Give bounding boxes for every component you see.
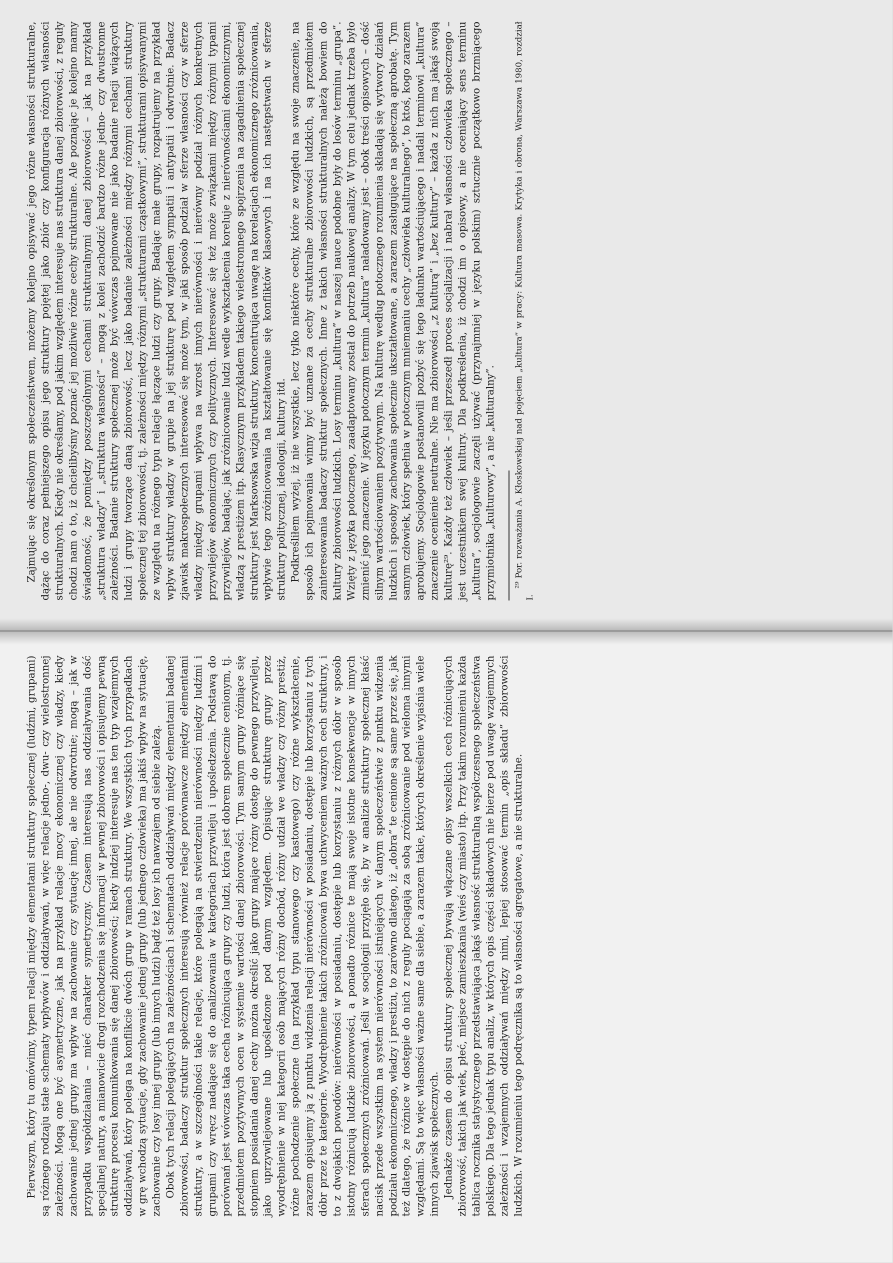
- right-paragraph-2: Podkreśliłem wyżej, iż nie wszystkie, lecz tylko niektóre cechy, które ze względu na swoje znaczenie, na sposób ich pojmowania winny być uznane za cechy strukturalne zbiorowości ludzkich, są przedmiotem zainteresowania badaczy struktur społecznych. Inne z takich własności strukturalnych należą bowiem do kultury zbiorowości ludzkich. Losy terminu „kultura” w naszej nauce podobne były do losów terminu „grupa”. Wzięty z języka potocznego, zaadaptowany został do potrzeb naukowej analizy. W tym celu jednak trzeba było zmienić jego znaczenie. W języku potocznym termin „kultura” naładowany jest – obok treści opisowych – dość silnym wartościowaniem pozytywnym. Na kulturę według potocznego rozumienia składają się wytwory działań ludzkich i sposoby zachowania społecznie ukształtowane, a zarazem zasługujące na społeczną aprobatę. Tym samym człowiek, który spełnia w potocznym mniemaniu cechy „człowieka kulturalnego”, to ktoś, kogo zarazem aprobujemy. Socjologowie postanowili pozbyć się tego ładunku wartościującego i nadali terminowi „kultura” znaczenie ocenienie neutralne. Nie ma zbiorowości „z kulturą” i „bez kultury” – każda z nich ma jakąś swoją kulturę²⁹. Każdy też człowiek – jeśli przeszedł proces socjalizacji i nabrał własności człowieka społecznego – jest uczestnikiem swej kultury. Dla podkreślenia, iż chodzi im o opisowy, a nie oceniający sens terminu „kultura”, socjologowie zaczęli używać (przynajmniej w języku polskim) sztucznie początkowo brzmiącego przymiotnika „kulturowy”, a nie „kulturalny”.: [290, 21, 497, 601]
- left-page: [0, 632, 893, 1263]
- left-paragraph-2: Obok tych relacji polegających na zależnościach i schematach oddziaływań między elementami badanej zbiorowości, badaczy struktur społecznych interesują również relacje porównawcze między elementami struktury, a w szczególności takie relacje, które polegają na stwierdzeniu nierówności między ludźmi i grupami czy wręcz nadające się do analizowania w kategoriach przywileju i upośledzenia. Podstawą do porównań jest wówczas taka cecha różnicująca grupy czy ludzi, która jest dobrem społecznie cenionym, tj. przedmiotem pozytywnych ocen w systemie wartości danej zbiorowości. Tym samym grupy różniące się stopniem posiadania danej cechy można określić jako grupy mające różny dostęp do pewnego przywileju, jako uprzywilejowane lub upośledzone pod danym względem. Opisując strukturę grupy przez wyodrębnienie w niej kategorii osób mających różny dochód, różny udział we władzy czy różny prestiż, różne pochodzenie społeczne (na przykład typu stanowego czy kastowego) czy różne wykształcenie, zarazem opisujemy ją z punktu widzenia relacji nierówności w posiadaniu, dostępie lub korzystaniu z tych dóbr przez te kategorie. Wyodrębnienie takich zróżnicowań bywa uchwyceniem ważnych cech struktury, i to z dwojakich powodów: nierówności w posiadaniu, dostępie lub korzystaniu z różnych dóbr w sposób istotny różnicują ludzkie zbiorowości, a ponadto różnice te mają swoje istotne konsekwencje w innych sferach społecznych zróżnicowań. Jeśli w socjologii przyjęło się, by w analizie struktury społecznej kłaść nacisk przede wszystkim na system nierówności istniejących w danym społeczeństwie z punktu widzenia podziału ekonomicznego, władzy i prestiżu, to zarówno dlatego, iż „dobra” te cenione są same przez się, jak też dlatego, że różnice w dostępie do nich z reguły pociągają za sobą zróżnicowanie pod wieloma innymi względami. Są to więc własności ważne same dla siebie, a zarazem takie, których określenie wyjaśnia wiele innych zjawisk społecznych.: [165, 655, 441, 1217]
- left-paragraph-3: Jednakże czasem do opisu struktury społecznej bywają włączane opisy wszelkich cech różnicujących zbiorowość, takich jak wiek, płeć, miejsce zamieszkania (wieś czy miasto) itp. Przy takim rozumieniu każda tablica rocznika statystycznego przedstawiająca jakąś własność strukturalną współczesnego społeczeństwa polskiego. Dla tego jednak typu analiz, w których opis części składowych nie bierze pod uwagę wzajemnych zależności i wzajemnych oddziaływań między nimi, lepiej stosować termin „opis składu” zbiorowości ludzkich. W rozumieniu tego podręcznika są to własności agregatowe, a nie strukturalne.: [443, 655, 525, 1217]
- right-paragraph-1: Zajmując się określonym społeczeństwem, możemy kolejno opisywać jego różne własności strukturalne, dążąc do coraz pełniejszego opisu jego struktury pojętej jako zbiór czy konfiguracja różnych własności strukturalnych. Kiedy nie określamy, pod jakim względem interesuje nas struktura danej zbiorowości, z reguły chodzi nam o to, iż chcielibyśmy poznać jej możliwie różne cechy strukturalne. Ale poznając je kolejno mamy świadomość, że pomiędzy poszczególnymi cechami strukturalnymi danej zbiorowości – jak na przykład „struktura władzy” i „struktura własności” – mogą z kolei zachodzić bardzo różne jedno- czy dwustronne zależności. Badanie struktury społecznej może być wówczas pojmowane nie jako badanie relacji wiążących ludzi i grupy tworzące daną zbiorowość, lecz jako badanie zależności między różnymi cechami struktury społecznej tej zbiorowości, tj. zależności między różnymi „strukturami cząstkowymi”, strukturami opisywanymi ze względu na różnego typu relacje łączące ludzi czy grupy. Badając małe grupy, rozpatrujemy na przykład wpływ struktury władzy w grupie na jej strukturę pod względem sympatii i antypatii i odwrotnie. Badacz zjawisk makrospołecznych interesować się może tym, w jaki sposób podział w sferze własności czy w sferze władzy między grupami wpływa na wzrost innych nierówności i nierówny podział różnych konkretnych przywilejów ekonomicznych czy politycznych. Interesować się też może związkami między różnymi typami przywilejów, badając, jak zróżnicowanie ludzi wedle wykształcenia koreluje z nierównościami ekonomicznymi, władzą z prestiżem itp. Klasycznym przykładem takiego wielostronnego spojrzenia na zagadnienia społecznej struktury jest Marksowska wizja struktury, koncentrująca uwagę na korelacjach ekonomicznego zróżnicowania, wpływie tego zróżnicowania na kształtowanie się konfliktów klasowych i na ich następstwach w sferze struktury politycznej, ideologii, kultury itd.: [26, 21, 288, 601]
- footnote-divider: [508, 471, 509, 601]
- left-paragraph-1: Pierwszym, który tu omówimy, typem relacji między elementami struktury społecznej (ludźmi, grupami) są różnego rodzaju stałe schematy wpływów i oddziaływań, w więc relacje jedno-, dwu- czy wielostronnej zależności. Mogą one być asymetryczne, jak na przykład relacje mocy ekonomicznej czy władzy, kiedy zachowanie jednej grupy ma wpływ na zachowanie czy sytuację innej, ale nie odwrotnie; mogą – jak w przypadku współdziałania – mieć charakter symetryczny. Czasem interesują nas oddziaływania dość specjalnej natury, a mianowicie drogi rozchodzenia się informacji w pewnej zbiorowości i opisujemy pewną strukturę procesu komunikowania się danej zbiorowości; kiedy indziej interesuje nas ten typ wzajemnych oddziaływań, który polega na konflikcie dwóch grup w ramach struktury. We wszystkich tych przypadkach w grę wchodzą sytuacje, gdy zachowanie jednej grupy (lub jednego człowieka) ma jakiś wpływ na sytuację, zachowanie czy losy innej grupy (lub innych ludzi) bądź też losy ich nawzajem od siebie zależą.: [26, 655, 163, 1217]
- footnote: ²⁹ Por. rozważania A. Kłoskowskiej nad pojęciem „kultura” w pracy: Kultura masowa. Krytyka i obrona, Warszawa 1980, rozdział I.: [514, 21, 536, 601]
